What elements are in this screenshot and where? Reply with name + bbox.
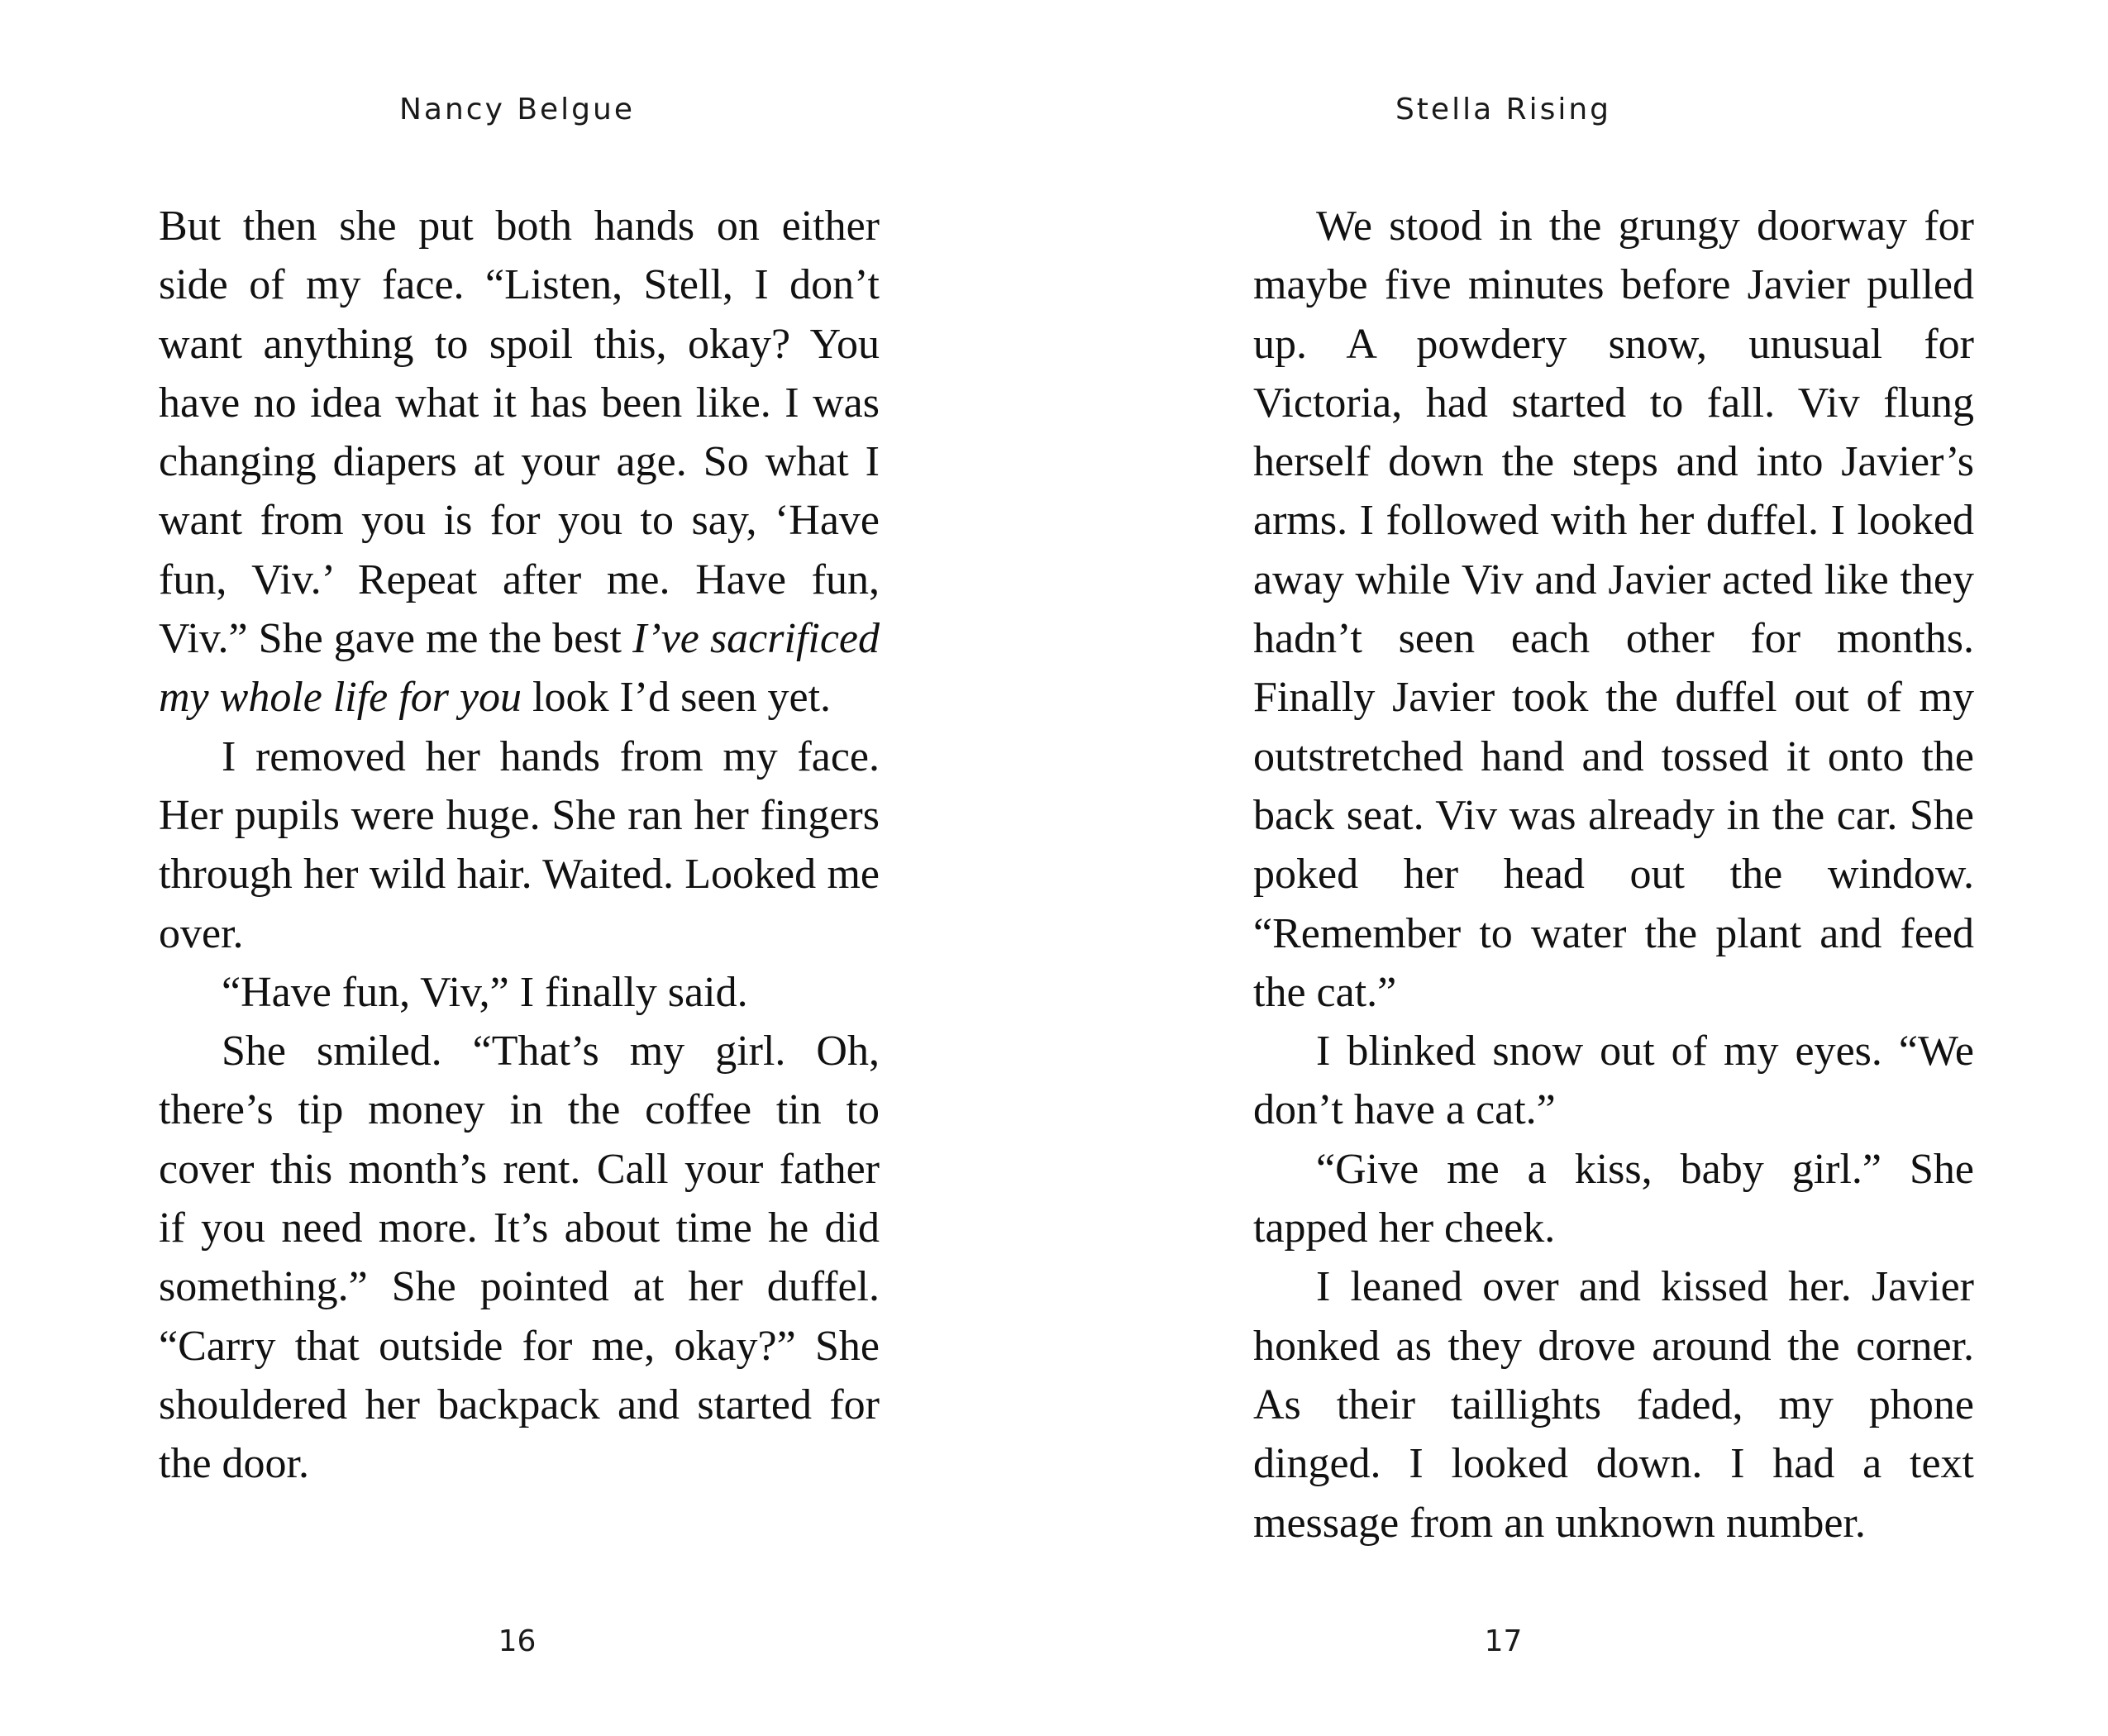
- page-number: 17: [1484, 1624, 1523, 1658]
- paragraph: “Give me a kiss, baby girl.” She tapped her cheek.: [1253, 1145, 1974, 1252]
- paragraph: I removed her hands from my face. Her pupils were huge. She ran her fingers through her wild hair. Waited. Looked me over.: [159, 732, 880, 957]
- running-head-author: Nancy Belgue: [398, 93, 635, 126]
- running-head-title: Stella Rising: [1395, 93, 1612, 126]
- page-number: 16: [498, 1624, 537, 1658]
- italic-phrase: I’ve sacrificed my whole life for you: [159, 615, 880, 722]
- right-page-body: [1253, 197, 1974, 1552]
- paragraph-text: look I’d seen yet.: [522, 674, 832, 722]
- paragraph: “Have fun, Viv,” I finally said.: [222, 968, 748, 1016]
- right-page: [1054, 0, 2108, 1736]
- paragraph: I leaned over and kissed her. Javier honked as they drove around the corner. As their taillights faded, my phone dinged. I looked down. I had a text message from an unknown number.: [1253, 1263, 1974, 1547]
- left-page-body: [159, 197, 880, 1494]
- paragraph: I blinked snow out of my eyes. “We don’t have a cat.”: [1253, 1028, 1974, 1134]
- paragraph: [159, 197, 880, 727]
- paragraph-text: But then she put both hands on either side of my face. “Listen, Stell, I don’t want anything to spoil this, okay? You have no idea what it has been like. I was changing diapers at your age. So what I want from you is for you to say, ‘Have fun, Viv.’ Repeat after me. Have fun, Viv.” She gave me the best: [159, 203, 880, 663]
- paragraph: She smiled. “That’s my girl. Oh, there’s tip money in the coffee tin to cover this month’s rent. Call your father if you need more. It’s about time he did something.” She pointed at her duffel. “Carry that outside for me, okay?” She shouldered her backpack and started for the door.: [159, 1028, 880, 1488]
- paragraph: We stood in the grungy doorway for maybe five minutes before Javier pulled up. A powdery snow, unusual for Victoria, had started to fall. Viv flung herself down the steps and into Javier’s arms. I followed with her duffel. I looked away while Viv and Javier acted like they hadn’t seen each other for months. Finally Javier took the duffel out of my outstretched hand and tossed it onto the back seat. Viv was already in the car. She poked her head out the window. “Remember to water the plant and feed the cat.”: [1253, 203, 1974, 1016]
